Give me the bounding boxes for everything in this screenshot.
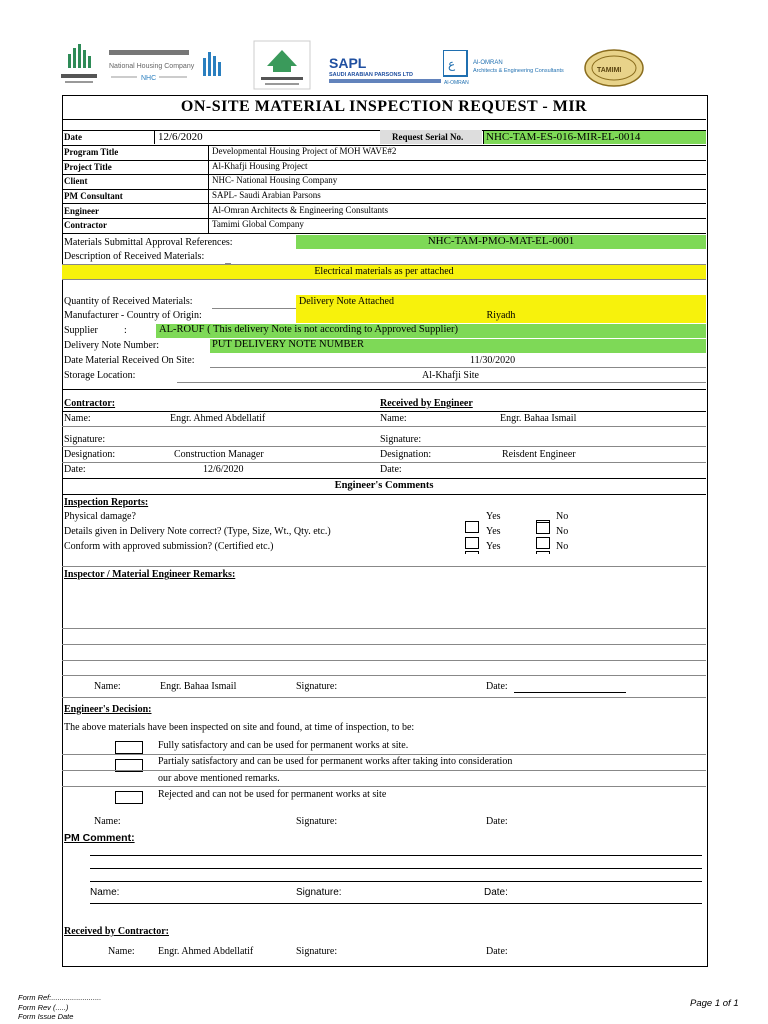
pm-comment-heading: PM Comment:: [64, 832, 135, 844]
received-section: [62, 922, 706, 964]
remarks-signature-label: Signature:: [296, 681, 338, 692]
quantity-label: Quantity of Received Materials:: [64, 296, 193, 307]
received-heading: Received by Contractor:: [64, 926, 169, 937]
yes-label-2: Yes: [486, 526, 501, 537]
no-label-1: No: [556, 511, 569, 522]
contractor-heading: Contractor:: [64, 398, 116, 409]
serial-label: Request Serial No.: [392, 132, 464, 142]
storage-value: Al-Khafji Site: [422, 370, 479, 381]
decision-signature-label: Signature:: [296, 816, 338, 827]
supplier-label: Supplier: [64, 325, 98, 336]
yes-checkbox-2[interactable]: [465, 521, 479, 533]
origin-value: Riyadh: [486, 310, 516, 321]
partially-satisfactory-cont: our above mentioned remarks.: [158, 773, 280, 784]
yes-checkbox-3[interactable]: [465, 537, 479, 549]
approval-ref-value: NHC-TAM-PMO-MAT-EL-0001: [427, 235, 575, 247]
pm-comment-section: [62, 830, 706, 920]
date-value: 12/6/2020: [158, 131, 203, 143]
contractor-date-label: Date:: [64, 464, 86, 475]
decision-section: [62, 698, 706, 830]
no-label-2: No: [556, 526, 569, 537]
comments-heading: Engineer's Comments: [334, 480, 434, 491]
pm-consultant-label: PM Consultant: [64, 191, 123, 201]
logo-strip: [55, 40, 622, 92]
received-date-label: Date Material Received On Site:: [64, 355, 195, 366]
contractor-designation-value: Construction Manager: [174, 449, 264, 460]
info-table: [62, 130, 706, 233]
partially-satisfactory-label: Partialy satisfactory and can be used for permanent works after taking into consideration: [158, 756, 513, 767]
form-issue-date: Form Issue Date: [18, 1012, 74, 1021]
question-delivery-note: Details given in Delivery Note correct? (Type, Size, Wt., Qty. etc.): [64, 526, 331, 537]
supplier-value: AL-ROUF ( This delivery Note is not according to Approved Supplier): [159, 324, 459, 335]
moh-logo: [55, 44, 103, 88]
remarks-name-label: Name:: [94, 681, 121, 692]
decision-date-label: Date:: [486, 816, 508, 827]
origin-label: Manufacturer - Country of Origin:: [64, 310, 202, 321]
svg-text:ع: ع: [448, 57, 456, 71]
contractor-name-value: Engr. Ahmed Abdellatif: [170, 413, 266, 424]
yes-label-3: Yes: [486, 541, 501, 552]
supplier-colon: :: [124, 325, 127, 336]
engineer-name-label: Name:: [380, 413, 407, 424]
description-label: Description of Received Materials:: [64, 251, 205, 262]
contractor-signature-label: Signature:: [64, 434, 106, 445]
pm-name-label: Name:: [90, 887, 120, 898]
pm-consultant-value: SAPL- Saudi Arabian Parsons: [212, 190, 321, 200]
inspection-reports: [62, 495, 706, 565]
alomran-logo-text: Al-OMRAN: [473, 60, 503, 66]
decision-name-label: Name:: [94, 816, 121, 827]
rejected-checkbox[interactable]: [115, 791, 143, 804]
nhc-short-text: NHC: [141, 75, 157, 82]
form-rev: Form Rev (.....): [18, 1003, 69, 1012]
alomran-sub-text: Architects & Engineering Consultants: [473, 68, 564, 74]
pm-date-label: Date:: [484, 887, 508, 898]
project-title-label: Project Title: [64, 162, 112, 172]
parties-section: [62, 390, 706, 478]
received-date-label: Date:: [486, 946, 508, 957]
no-checkbox-2[interactable]: [536, 522, 550, 534]
engineer-designation-label: Designation:: [380, 449, 432, 460]
nhc-logo-text: National Housing Company: [109, 63, 195, 70]
rejected-label: Rejected and can not be used for permanent works at site: [158, 789, 387, 800]
delivery-note-label: Delivery Note Number:: [64, 340, 159, 351]
pm-signature-label: Signature:: [296, 887, 342, 898]
serial-value: NHC-TAM-ES-016-MIR-EL-0014: [486, 131, 641, 143]
alomran-short-text: Al-OMRAN: [444, 80, 469, 86]
client-value: NHC- National Housing Company: [212, 175, 338, 185]
received-signature-label: Signature:: [296, 946, 338, 957]
received-name-value: Engr. Ahmed Abdellatif: [158, 946, 254, 957]
alomran-logo: [443, 50, 573, 90]
no-checkbox-3b[interactable]: [536, 551, 550, 554]
date-label: Date: [64, 132, 82, 142]
page-num: 1: [714, 998, 721, 1009]
question-physical-damage: Physical damage?: [64, 511, 136, 522]
received-date-value: 11/30/2020: [470, 355, 516, 366]
decision-heading: Engineer's Decision:: [64, 704, 152, 715]
fully-satisfactory-label: Fully satisfactory and can be used for permanent works at site.: [158, 740, 409, 751]
remarks-heading: Inspector / Material Engineer Remarks:: [64, 569, 236, 580]
engineer-label: Engineer: [64, 206, 99, 216]
contractor-date-value: 12/6/2020: [203, 464, 244, 475]
page-total: 1: [733, 998, 739, 1009]
engineer-heading: Received by Engineer: [380, 398, 473, 409]
engineer-name-value: Engr. Bahaa Ismail: [500, 413, 577, 424]
engineer-value: Al-Omran Architects & Engineering Consultants: [212, 205, 388, 215]
page-label: Page: [690, 998, 713, 1009]
decision-intro: The above materials have been inspected on site and found, at time of inspection, to be:: [64, 722, 415, 733]
storage-label: Storage Location:: [64, 370, 136, 381]
no-checkbox-3[interactable]: [536, 537, 550, 549]
remarks-section: [62, 567, 706, 695]
tamimi-text: TAMIMI: [597, 67, 622, 74]
sapl-full-text: SAUDI ARABIAN PARSONS LTD: [329, 72, 413, 78]
contractor-designation-label: Designation:: [64, 449, 116, 460]
engineer-date-label: Date:: [380, 464, 402, 475]
delivery-note-value: PUT DELIVERY NOTE NUMBER: [212, 339, 364, 350]
sapl-logo: [327, 54, 447, 88]
of-label: of: [722, 998, 731, 1009]
quantity-value: Delivery Note Attached: [299, 296, 394, 307]
developmental-housing-logo: [253, 40, 311, 90]
description-value: Electrical materials as per attached: [314, 266, 454, 277]
yes-checkbox-3b[interactable]: [465, 551, 479, 554]
remarks-date-label: Date:: [486, 681, 508, 692]
page-number: [690, 998, 739, 1009]
program-title-value: Developmental Housing Project of MOH WAVE#2: [212, 146, 397, 156]
contractor-label: Contractor: [64, 220, 107, 230]
no-label-3: No: [556, 541, 569, 552]
form-title: ON-SITE MATERIAL INSPECTION REQUEST - MIR: [62, 95, 706, 120]
nhc-logo: [107, 44, 237, 88]
materials-section: [62, 235, 706, 385]
engineer-designation-value: Reisdent Engineer: [502, 449, 576, 460]
approval-ref-label: Materials Submittal Approval References:: [64, 237, 233, 248]
sapl-logo-text: SAPL: [329, 55, 367, 71]
project-title-value: Al-Khafji Housing Project: [212, 161, 308, 171]
inspection-reports-heading: Inspection Reports:: [64, 497, 149, 508]
question-conform: Conform with approved submission? (Certified etc.): [64, 541, 274, 552]
yes-label-1: Yes: [486, 511, 501, 522]
program-title-label: Program Title: [64, 147, 119, 157]
tamimi-logo: [583, 48, 645, 88]
engineer-signature-label: Signature:: [380, 434, 422, 445]
received-name-label: Name:: [108, 946, 135, 957]
client-label: Client: [64, 176, 88, 186]
fully-satisfactory-checkbox[interactable]: [115, 741, 143, 754]
contractor-value: Tamimi Global Company: [212, 219, 304, 229]
form-ref: Form Ref:........................: [18, 993, 102, 1002]
contractor-name-label: Name:: [64, 413, 91, 424]
remarks-name-value: Engr. Bahaa Ismail: [160, 681, 237, 692]
